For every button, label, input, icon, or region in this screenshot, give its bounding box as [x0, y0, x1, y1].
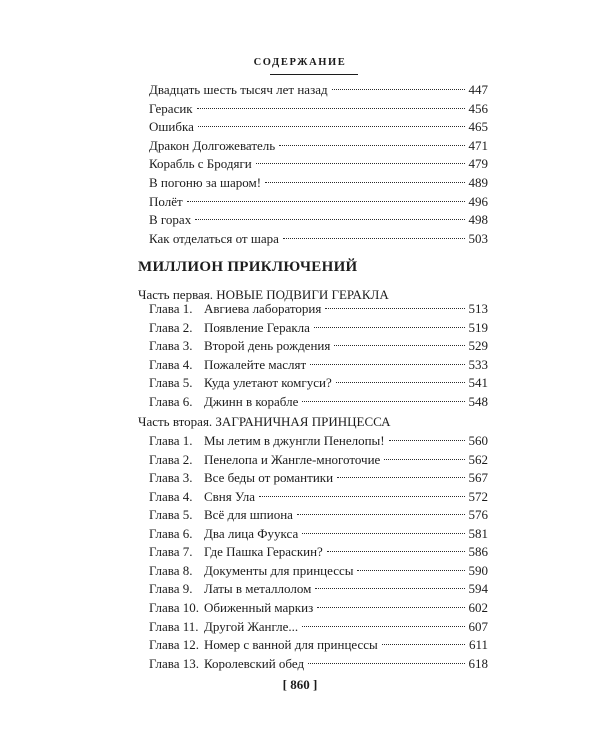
dot-leader: [317, 607, 464, 608]
toc-entry: [149, 451, 488, 469]
toc-entry: [149, 230, 488, 248]
page-number: [ 860 ]: [282, 677, 318, 692]
entry-page-number: 519: [468, 319, 488, 335]
entry-title: Как отделаться от шара: [149, 230, 279, 246]
dot-leader: [302, 401, 464, 402]
dot-leader: [279, 145, 464, 146]
dot-leader: [314, 327, 465, 328]
header-rule: [270, 74, 358, 75]
entry-page-number: 590: [468, 562, 488, 578]
dot-leader: [197, 108, 465, 109]
dot-leader: [302, 626, 464, 627]
dot-leader: [325, 308, 464, 309]
toc-entry: [149, 211, 488, 229]
entry-title: Другой Жангле...: [204, 618, 299, 634]
chapter-prefix: Глава 2.: [149, 451, 193, 467]
dot-leader: [265, 182, 464, 183]
toc-entry: [149, 506, 488, 524]
entry-page-number: 562: [468, 451, 488, 467]
entry-title: Ошибка: [149, 119, 194, 135]
dot-leader: [389, 440, 465, 441]
entry-page-number: 586: [468, 544, 488, 560]
chapter-prefix: Глава 3.: [149, 338, 193, 353]
entry-title: Полёт: [149, 193, 183, 209]
entry-page-number: 447: [468, 82, 488, 97]
entry-title: Появление Геракла: [204, 319, 310, 335]
entry-page-number: 607: [468, 618, 488, 634]
entry-title: Корабль с Бродяги: [149, 156, 252, 172]
toc-entry: [149, 488, 488, 506]
entry-page-number: 560: [468, 433, 488, 448]
entry-page-number: 618: [468, 655, 488, 671]
dot-leader: [332, 89, 465, 90]
entry-page-number: 496: [468, 193, 488, 209]
entry-page-number: 489: [468, 175, 488, 190]
toc-entry: [149, 137, 488, 155]
chapter-prefix: Глава 6.: [149, 393, 193, 409]
dot-leader: [259, 496, 465, 497]
part2-title: Часть вторая. ЗАГРАНИЧНАЯ ПРИНЦЕССА: [138, 414, 391, 429]
entry-page-number: 541: [468, 375, 488, 390]
toc-entry: [149, 562, 488, 580]
entry-page-number: 611: [468, 637, 488, 653]
chapter-prefix: Глава 10.: [149, 599, 200, 615]
dot-leader: [336, 382, 465, 383]
toc-entry: [149, 636, 488, 654]
chapter-prefix: Глава 2.: [149, 319, 193, 335]
toc-entry: [149, 337, 488, 355]
toc-entry: [149, 100, 488, 118]
entry-title: В горах: [149, 212, 192, 228]
entry-page-number: 479: [468, 156, 488, 172]
dot-leader: [315, 588, 464, 589]
chapter-prefix: Глава 5.: [149, 507, 193, 523]
chapter-prefix: Глава 1.: [149, 433, 193, 448]
entry-page-number: 456: [468, 100, 488, 116]
entry-page-number: 471: [468, 137, 488, 153]
entry-title: Второй день рождения: [204, 338, 331, 353]
entry-title: Всё для шпиона: [204, 507, 293, 523]
entry-page-number: 581: [468, 525, 488, 541]
entry-title: Куда улетают комгуси?: [204, 375, 332, 390]
entry-page-number: 572: [468, 488, 488, 504]
toc-entry: [149, 580, 488, 598]
toc-entry: [149, 618, 488, 636]
entry-page-number: 533: [468, 356, 488, 372]
entry-title: Герасик: [149, 100, 193, 116]
dot-leader: [302, 533, 464, 534]
dot-leader: [310, 364, 464, 365]
toc-entry: [149, 300, 488, 318]
toc-entry: [149, 81, 488, 99]
entry-page-number: 503: [468, 230, 488, 246]
dot-leader: [195, 219, 464, 220]
toc-entry: [149, 599, 488, 617]
toc-entry: [149, 356, 488, 374]
chapter-prefix: Глава 4.: [149, 488, 193, 504]
dot-leader: [384, 459, 464, 460]
dot-leader: [337, 477, 464, 478]
chapter-prefix: Глава 1.: [149, 301, 193, 316]
toc-entry: [149, 525, 488, 543]
toc-entry: [149, 193, 488, 211]
entry-page-number: 529: [468, 338, 488, 353]
toc-entry: [149, 155, 488, 173]
toc-entry: [149, 432, 488, 450]
entry-title: В погоню за шаром!: [149, 175, 262, 190]
entry-page-number: 567: [468, 470, 488, 486]
toc-entry: [149, 118, 488, 136]
dot-leader: [382, 644, 465, 645]
chapter-prefix: Глава 5.: [149, 375, 193, 390]
entry-title: Все беды от романтики: [204, 470, 334, 486]
entry-title: Два лица Фуукса: [204, 525, 299, 541]
chapter-prefix: Глава 4.: [149, 356, 193, 372]
chapter-prefix: Глава 9.: [149, 581, 193, 597]
entry-page-number: 576: [468, 507, 488, 523]
entry-page-number: 498: [468, 212, 488, 228]
toc-entry: [149, 374, 488, 392]
dot-leader: [256, 163, 465, 164]
chapter-prefix: Глава 12.: [149, 637, 200, 653]
chapter-prefix: Глава 3.: [149, 470, 193, 486]
entry-title: Латы в металлолом: [204, 581, 312, 597]
entry-title: Авгиева лаборатория: [204, 301, 322, 316]
running-header: СОДЕРЖАНИЕ: [253, 57, 347, 68]
toc-entry: [149, 174, 488, 192]
entry-title: Мы летим в джунгли Пенелопы!: [204, 433, 385, 448]
dot-leader: [187, 201, 465, 202]
entry-title: Пенелопа и Жангле-многоточие: [204, 451, 381, 467]
dot-leader: [327, 551, 465, 552]
dot-leader: [198, 126, 465, 127]
part1-title: Часть первая. НОВЫЕ ПОДВИГИ ГЕРАКЛА: [138, 287, 389, 302]
entry-page-number: 513: [468, 301, 488, 316]
toc-entry: [149, 543, 488, 561]
toc-entry: [149, 469, 488, 487]
entry-page-number: 602: [468, 599, 488, 615]
section-title: МИЛЛИОН ПРИКЛЮЧЕНИЙ: [138, 259, 358, 275]
dot-leader: [334, 345, 464, 346]
entry-title: Документы для принцессы: [204, 562, 354, 578]
entry-title: Свня Ула: [204, 488, 255, 504]
entry-title: Двадцать шесть тысяч лет назад: [149, 82, 328, 97]
dot-leader: [357, 570, 464, 571]
chapter-prefix: Глава 7.: [149, 544, 193, 560]
toc-entry: [149, 393, 488, 411]
toc-entry: [149, 319, 488, 337]
entry-title: Номер с ванной для принцессы: [204, 637, 378, 653]
dot-leader: [283, 238, 465, 239]
entry-title: Обиженный маркиз: [204, 599, 314, 615]
entry-title: Джинн в корабле: [204, 393, 299, 409]
entry-page-number: 465: [468, 119, 488, 135]
entry-page-number: 548: [468, 393, 488, 409]
dot-leader: [297, 514, 465, 515]
entry-title: Королевский обед: [204, 655, 305, 671]
chapter-prefix: Глава 11.: [149, 618, 199, 634]
toc-entry: [149, 655, 488, 673]
dot-leader: [308, 663, 464, 664]
entry-title: Дракон Долгожеватель: [149, 137, 276, 153]
chapter-prefix: Глава 13.: [149, 655, 200, 671]
entry-page-number: 594: [468, 581, 488, 597]
entry-title: Где Пашка Гераскин?: [204, 544, 323, 560]
chapter-prefix: Глава 8.: [149, 562, 193, 578]
entry-title: Пожалейте маслят: [204, 356, 307, 372]
chapter-prefix: Глава 6.: [149, 525, 193, 541]
